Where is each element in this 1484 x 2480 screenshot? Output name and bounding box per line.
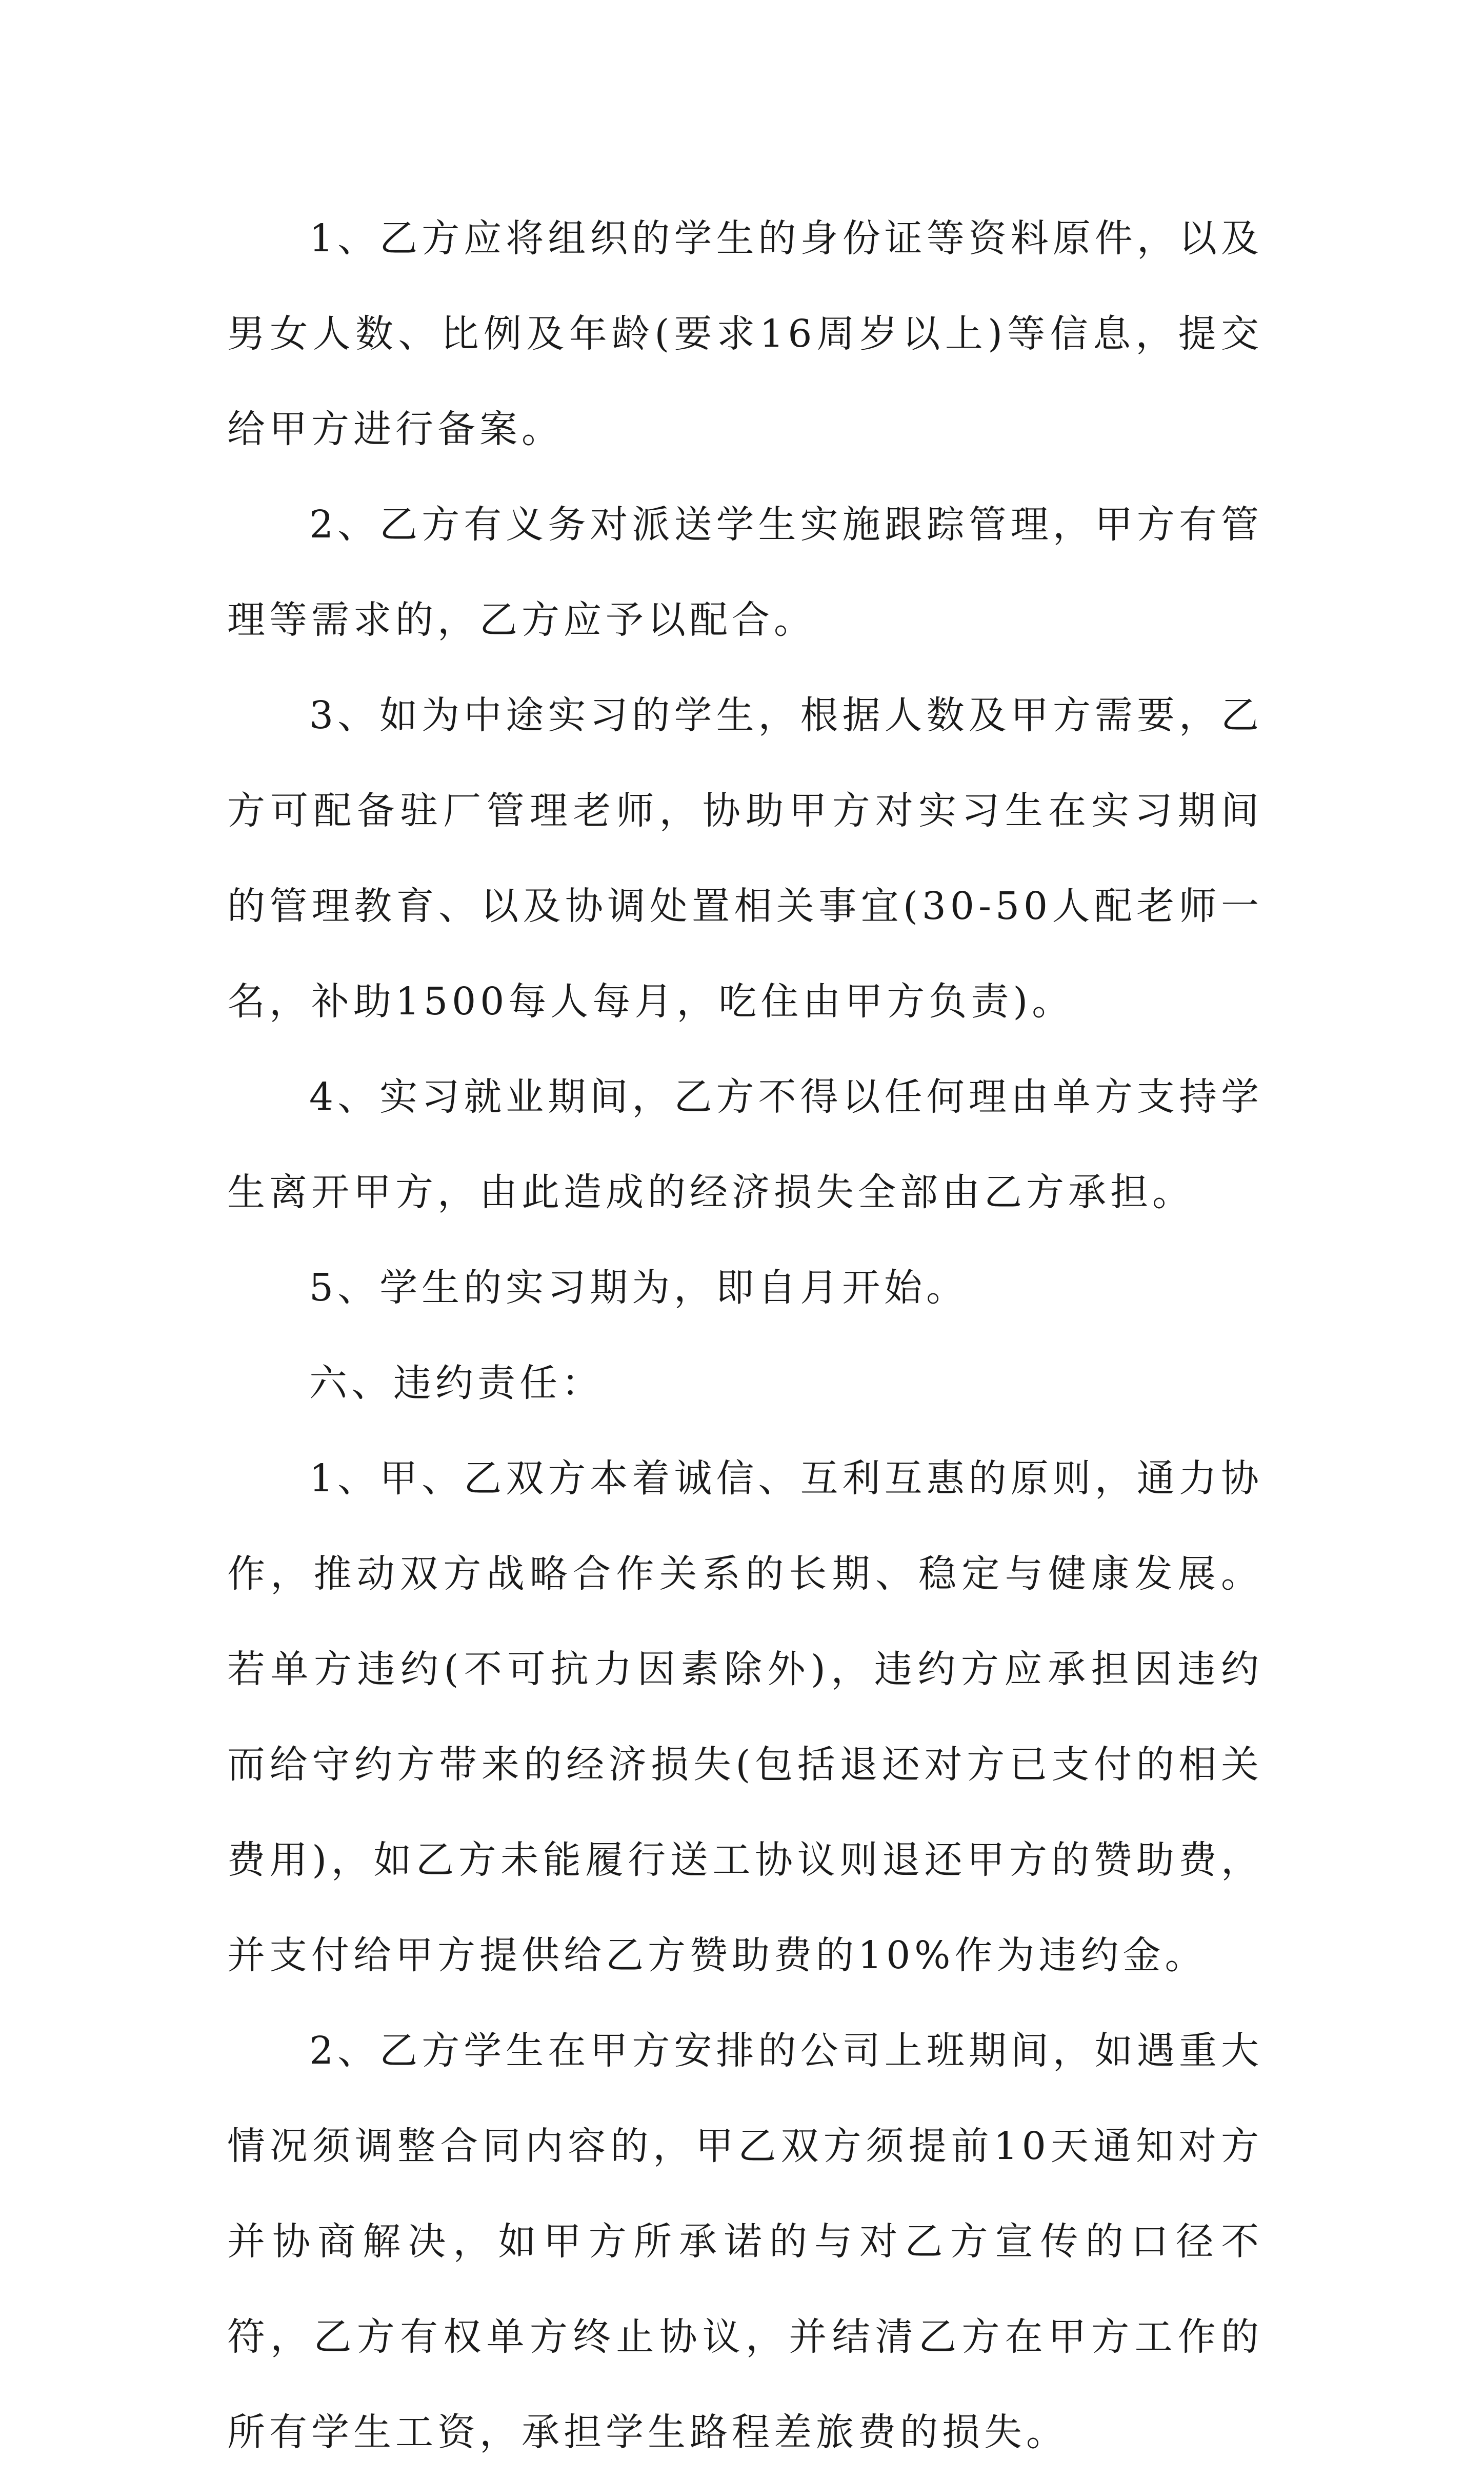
clause-5-1: 1、乙方应将组织的学生的身份证等资料原件，以及男女人数、比例及年龄(要求16周岁以上)等信息，提交给甲方进行备案。: [227, 216, 1263, 451]
clause-5-3: 3、如为中途实习的学生，根据人数及甲方需要，乙方可配备驻厂管理老师，协助甲方对实习生在实习期间的管理教育、以及协调处置相关事宜(30-50人配老师一名，补助1500每人每月，吃住由甲方负责)。: [227, 693, 1263, 1024]
clause-5-4: 4、实习就业期间，乙方不得以任何理由单方支持学生离开甲方，由此造成的经济损失全部由乙方承担。: [227, 1075, 1263, 1214]
clause-5-5: 5、学生的实习期为，即自月开始。: [309, 1266, 969, 1310]
clause-6-2: 2、乙方学生在甲方安排的公司上班期间，如遇重大情况须调整合同内容的，甲乙双方须提前10天通知对方并协商解决，如甲方所承诺的与对乙方宣传的口径不符，乙方有权单方终止协议，并结清乙方在甲方工作的所有学生工资，承担学生路程差旅费的损失。: [227, 2029, 1263, 2454]
clause-5-2: 2、乙方有义务对派送学生实施跟踪管理，甲方有管理等需求的，乙方应予以配合。: [227, 503, 1263, 642]
document-body: [227, 191, 1263, 2480]
clause-6-1: 1、甲、乙双方本着诚信、互利互惠的原则，通力协作，推动双方战略合作关系的长期、稳定与健康发展。若单方违约(不可抗力因素除外)，违约方应承担因违约而给守约方带来的经济损失(包括退还对方已支付的相关费用)，如乙方未能履行送工协议则退还甲方的赞助费，并支付给甲方提供给乙方赞助费的10%作为违约金。: [227, 1456, 1263, 1977]
section-heading-breach-liability: 六、违约责任：: [309, 1361, 604, 1405]
